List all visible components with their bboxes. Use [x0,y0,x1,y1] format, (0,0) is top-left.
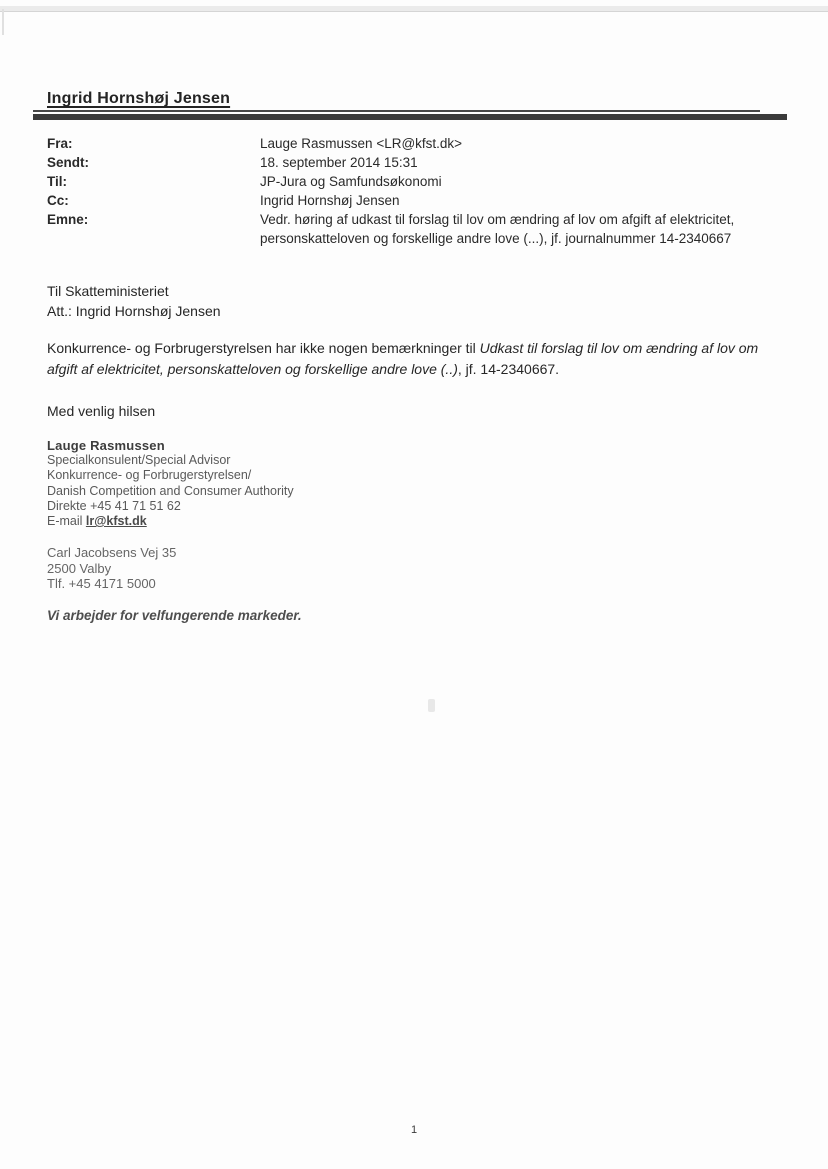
header-label-subject: Emne: [47,212,89,227]
salutation-block [47,281,221,321]
signature-org-english: Danish Competition and Consumer Authority [47,483,294,498]
recipient-name-heading: Ingrid Hornshøj Jensen [47,90,231,107]
organization-tagline: Vi arbejder for velfungerende markeder. [47,608,302,623]
closing-phrase: Med venlig hilsen [47,403,156,419]
signature-block [47,438,294,529]
main-phone: Tlf. +45 4171 5000 [47,576,156,591]
paragraph-law-title-italic: Udkast til forslag til lov om ændring af lov om afgift af elektricitet, personskatteloven og forskellige andre love (..) [47,340,759,377]
salutation-line-attention: Att.: Ingrid Hornshøj Jensen [47,303,221,319]
paragraph-lead-text: Konkurrence- og Forbrugerstyrelsen har ikke nogen bemærkninger til [47,340,480,356]
header-value-subject: Vedr. høring af udkast til forslag til lov om ændring af lov om afgift af elektricitet, personskatteloven og forskellige andre love (...), jf. journalnummer 14-2340667 [260,212,735,246]
header-divider-thin [33,110,760,112]
header-value-cc: Ingrid Hornshøj Jensen [260,193,400,208]
header-label-to: Til: [47,174,67,189]
address-block [47,545,176,592]
email-label: E-mail [47,514,86,529]
paragraph-reference-suffix: , jf. 14-2340667. [457,361,560,377]
header-value-sent: 18. september 2014 15:31 [260,155,418,170]
signature-email-line [47,514,294,529]
scan-artifact-left-tick [2,9,4,35]
signature-name: Lauge Rasmussen [47,438,165,453]
signature-org-danish: Konkurrence- og Forbrugerstyrelsen/ [47,468,252,483]
address-street: Carl Jacobsens Vej 35 [47,545,177,560]
email-address-link: lr@kfst.dk [85,514,147,529]
page-number: 1 [410,1124,418,1136]
salutation-line-ministry: Til Skatteministeriet [47,283,169,299]
signature-direct-phone: Direkte +45 41 71 51 62 [47,498,181,513]
header-value-from: Lauge Rasmussen <LR@kfst.dk> [260,136,463,151]
address-city: 2500 Valby [47,560,112,576]
body-paragraph [47,338,771,380]
scan-artifact-smudge [428,699,435,712]
header-value-to: JP-Jura og Samfundsøkonomi [260,174,442,189]
header-label-from: Fra: [47,136,73,151]
header-divider-thick [33,114,787,120]
header-label-sent: Sendt: [47,155,89,170]
scan-artifact-top-band [0,6,828,12]
email-header-fields [47,134,782,248]
header-label-cc: Cc: [47,193,69,208]
signature-title: Specialkonsulent/Special Advisor [47,453,231,468]
